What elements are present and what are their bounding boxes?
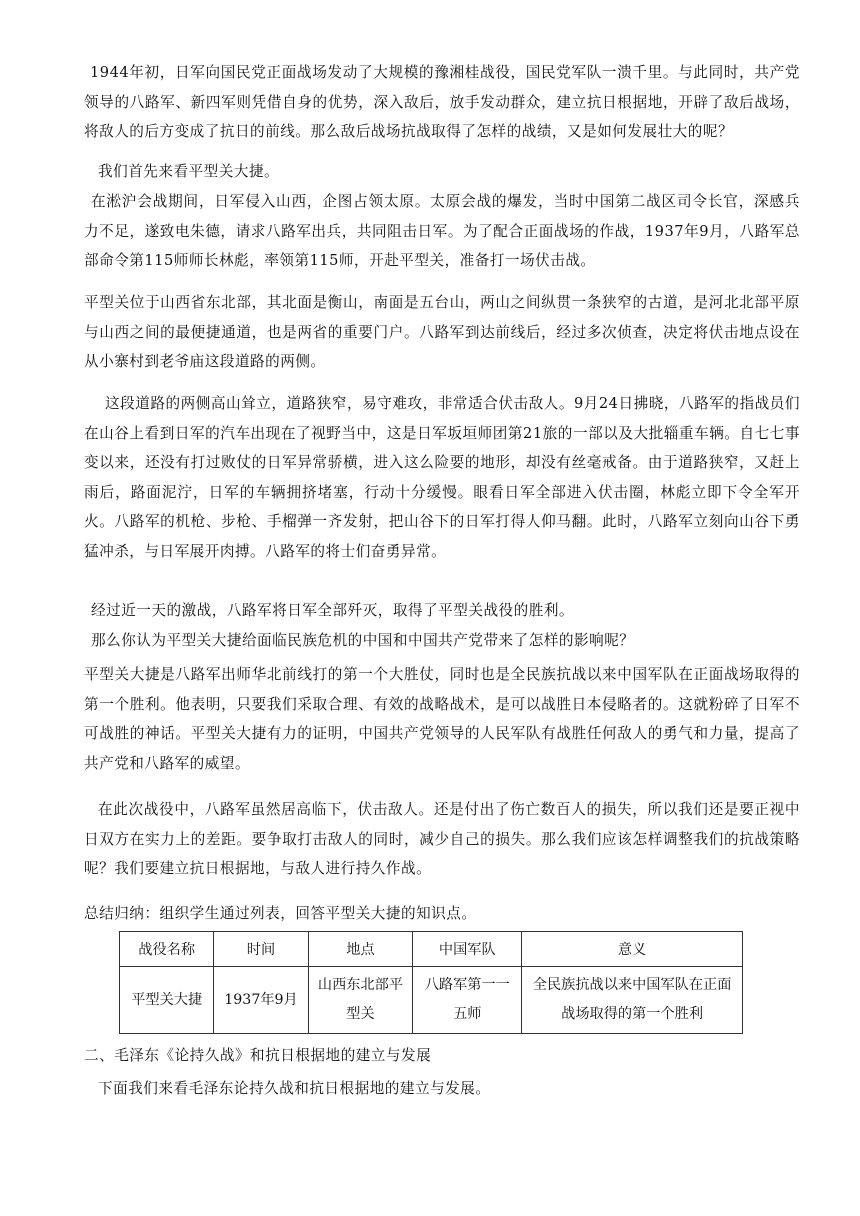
paragraph-lesson: 在此次战役中，八路军虽然居高临下，伏击敌人。还是付出了伤亡数百人的损失，所以我们还是要正视中日双方在实力上的差距。要争取打击敌人的同时，减少自己的损失。那么我们应该怎样调整我们的抗战策略呢？我们要建立抗日根据地，与敌人进行持久作战。 xyxy=(84,801,800,877)
paragraph-pingxingguan-intro: 我们首先来看平型关大捷。 xyxy=(98,163,280,180)
paragraph-geography: 平型关位于山西省东北部，其北面是衡山，南面是五台山，两山之间纵贯一条狭窄的古道，是河北北部平原与山西之间的最便捷通道，也是两省的重要门户。八路军到达前线后，经过多次侦查，决定将伏击地点设在从小寨村到老爷庙这段道路的两侧。 xyxy=(84,294,800,370)
section-heading: 二、毛泽东《论持久战》和抗日根据地的建立与发展 xyxy=(84,1047,432,1064)
intro-paragraph: 1944年初，日军向国民党正面战场发动了大规模的豫湘桂战役，国民党军队一溃千里。与此同时，共产党领导的八路军、新四军则凭借自身的优势，深入敌后，放手发动群众，建立抗日根据地，开辟了敌后战场，将敌人的后方变成了抗日的前线。那么敌后战场抗战取得了怎样的战绩，又是如何发展壮大的呢？ xyxy=(84,64,800,140)
table-header-cell: 时间 xyxy=(214,932,308,967)
paragraph-significance: 平型关大捷是八路军出师华北前线打的第一个大胜仗，同时也是全民族抗战以来中国军队在正面战场取得的第一个胜利。他表明，只要我们采取合理、有效的战略战术，是可以战胜日本侵略者的。这就粉碎了日军不可战胜的神话。平型关大捷有力的证明，中国共产党领导的人民军队有战胜任何敌人的勇气和力量，提高了共产党和八路军的威望。 xyxy=(84,666,800,772)
table-header-cell: 意义 xyxy=(522,932,743,967)
paragraph-victory: 经过近一天的激战，八路军将日军全部歼灭，取得了平型关战役的胜利。 xyxy=(91,602,575,619)
battle-summary-table xyxy=(119,931,743,1034)
table-header-cell: 地点 xyxy=(308,932,413,967)
summary-instruction: 总结归纳：组织学生通过列表，回答平型关大捷的知识点。 xyxy=(84,905,477,922)
table-header-row xyxy=(120,932,743,967)
table-header-cell: 中国军队 xyxy=(413,932,522,967)
paragraph-question: 那么你认为平型关大捷给面临民族危机的中国和中国共产党带来了怎样的影响呢？ xyxy=(91,632,635,649)
table-header-cell: 战役名称 xyxy=(120,932,214,967)
table-cell-time: 1937年9月 xyxy=(214,967,308,1034)
table-row xyxy=(120,967,743,1034)
paragraph-background: 在淞沪会战期间，日军侵入山西，企图占领太原。太原会战的爆发，当时中国第二战区司令长官，深感兵力不足，遂致电朱德，请求八路军出兵，共同阻击日军。为了配合正面战场的作战，1937年9月，八路军总部命令第115师师长林彪，率领第115师，开赴平型关，准备打一场伏击战。 xyxy=(84,193,800,269)
table-cell-army: 八路军第一一五师 xyxy=(413,967,522,1034)
table-cell-significance: 全民族抗战以来中国军队在正面战场取得的第一个胜利 xyxy=(522,967,743,1034)
paragraph-battle: 这段道路的两侧高山耸立，道路狭窄，易守难攻，非常适合伏击敌人。9月24日拂晓，八路军的指战员们在山谷上看到日军的汽车出现在了视野当中，这是日军坂垣师团第21旅的一部以及大批辎重车辆。自七七事变以来，还没有打过败仗的日军异常骄横，进入这么险要的地形，却没有丝毫戒备。由于道路狭窄，又赶上雨后，路面泥泞，日军的车辆拥挤堵塞，行动十分缓慢。眼看日军全部进入伏击圈，林彪立即下令全军开火。八路军的机枪、步枪、手榴弹一齐发射，把山谷下的日军打得人仰马翻。此时，八路军立刻向山谷下勇猛冲杀，与日军展开肉搏。八路军的将士们奋勇异常。 xyxy=(84,395,800,560)
table-cell-battle: 平型关大捷 xyxy=(120,967,214,1034)
table-cell-place: 山西东北部平型关 xyxy=(308,967,413,1034)
closing-paragraph: 下面我们来看毛泽东论持久战和抗日根据地的建立与发展。 xyxy=(98,1080,491,1097)
